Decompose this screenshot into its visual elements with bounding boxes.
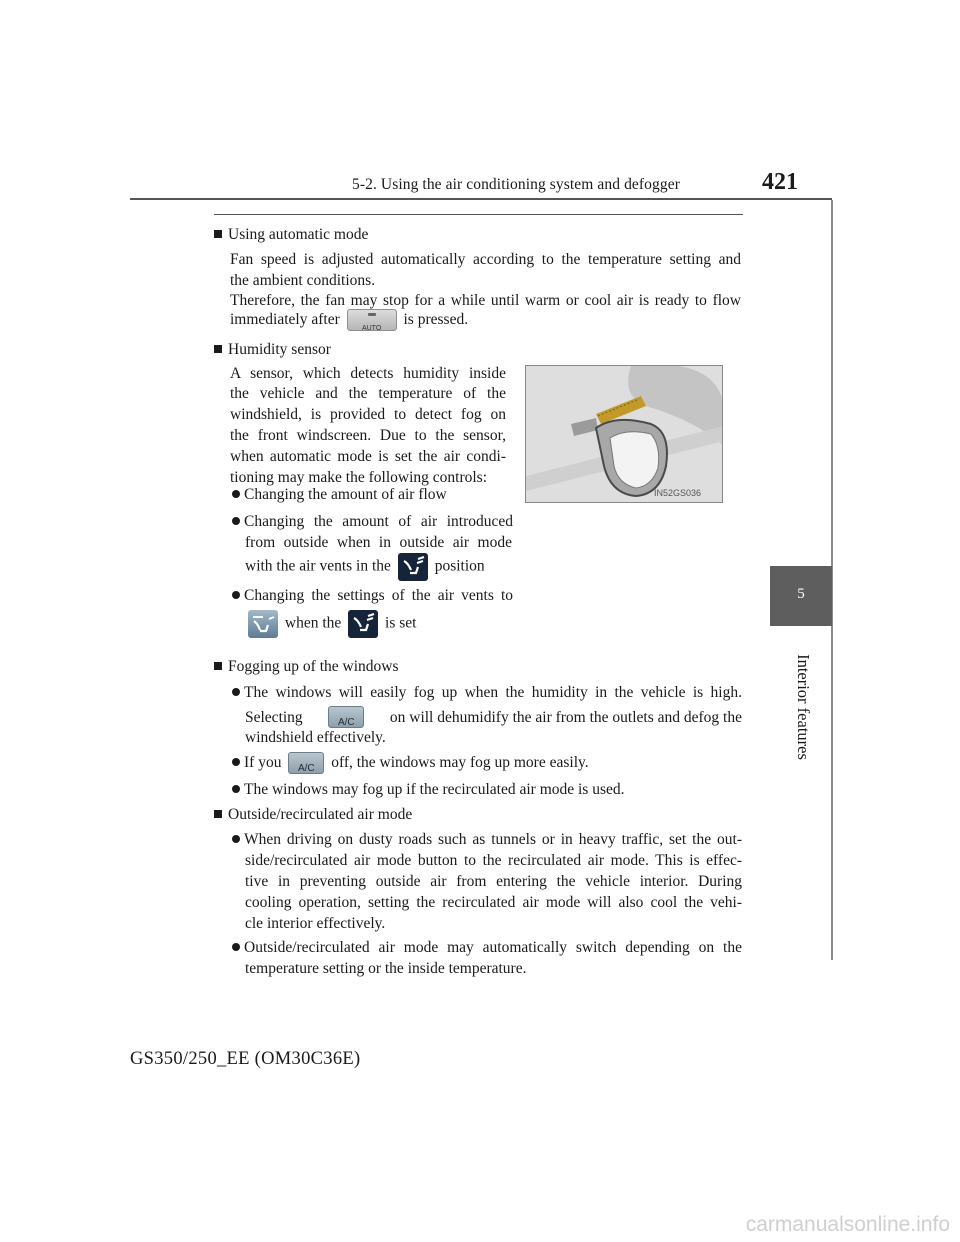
humidity-bullet-1: Changing the amount of air flow	[232, 484, 447, 505]
recirculated-bullet-1-line-5: cle interior effectively.	[245, 915, 386, 932]
humidity-bullet-2-line-2: from outside when in outside air mode	[245, 534, 512, 551]
humidity-sensor-line-2: the vehicle and the temperature of the	[230, 385, 506, 402]
watermark: carmanualsonline.info	[745, 1213, 950, 1236]
recirculated-bullet-1-line-2: side/recirculated air mode button to the recirculated air mode. This is effec-	[245, 852, 742, 869]
humidity-sensor-photo	[525, 365, 723, 503]
section-header-title: 5-2. Using the air conditioning system and defogger	[352, 176, 680, 193]
square-bullet-icon	[214, 662, 222, 670]
humidity-bullet-3: Changing the settings of the air vents to	[232, 585, 513, 606]
round-bullet-icon	[232, 517, 240, 525]
chapter-tab[interactable]: 5	[770, 566, 832, 626]
humidity-sensor-line-5: when automatic mode is set the air condi-	[230, 448, 506, 465]
heading-humidity-sensor: Humidity sensor	[214, 339, 331, 360]
ac-button-icon: A/C	[288, 752, 324, 774]
heading-fogging: Fogging up of the windows	[214, 656, 399, 677]
humidity-sensor-line-4: the front windscreen. Due to the sensor,	[230, 427, 506, 444]
humidity-sensor-line-3: windshield, is provided to detect fog on	[230, 406, 506, 423]
automatic-mode-line-1: Fan speed is adjusted automatically according to the temperature setting and	[230, 251, 741, 268]
recirculated-bullet-2-line-2: temperature setting or the inside temperature.	[245, 960, 527, 977]
round-bullet-icon	[232, 490, 240, 498]
square-bullet-icon	[214, 230, 222, 238]
recirculated-bullet-1-line-4: cooling operation, setting the recirculated air mode will also cool the vehi-	[245, 894, 742, 911]
automatic-mode-line-4: immediately after AUTO is pressed.	[230, 311, 469, 333]
heading-automatic-mode: Using automatic mode	[214, 224, 368, 245]
humidity-sensor-line-6: tioning may make the following controls:	[230, 469, 487, 486]
fogging-bullet-3: The windows may fog up if the recirculated air mode is used.	[232, 779, 625, 800]
humidity-bullet-2-line-3: with the air vents in the position	[245, 553, 485, 581]
fogging-bullet-1-line-2: Selecting A/C on will dehumidify the air from the outlets and defog the	[245, 706, 742, 728]
automatic-mode-line-3: Therefore, the fan may stop for a while until warm or cool air is ready to flow	[230, 292, 741, 309]
photo-code: IN52GS036	[654, 488, 702, 498]
round-bullet-icon	[232, 758, 240, 766]
chapter-label: Interior features	[794, 654, 813, 760]
fogging-bullet-1: The windows will easily fog up when the humidity in the vehicle is high.	[232, 682, 742, 703]
square-bullet-icon	[214, 810, 222, 818]
model-code-footer: GS350/250_EE (OM30C36E)	[130, 1049, 361, 1069]
foot-windshield-vent-icon	[398, 553, 428, 581]
humidity-bullet-3-line-2: when the is set	[245, 610, 416, 638]
fogging-bullet-1-line-3: windshield effectively.	[245, 729, 386, 746]
page-number: 421	[762, 169, 798, 195]
foot-face-vent-icon	[248, 610, 278, 638]
square-bullet-icon	[214, 345, 222, 353]
humidity-bullet-2: Changing the amount of air introduced	[232, 511, 513, 532]
ac-button-icon: A/C	[328, 706, 364, 728]
auto-button-icon: AUTO	[347, 309, 397, 331]
recirculated-bullet-1: When driving on dusty roads such as tunnels or in heavy traffic, set the out-	[232, 829, 742, 850]
automatic-mode-line-2: the ambient conditions.	[230, 272, 376, 289]
header-rule	[130, 198, 832, 200]
round-bullet-icon	[232, 688, 240, 696]
fogging-bullet-2: If you A/C off, the windows may fog up more easily.	[232, 752, 589, 774]
recirculated-bullet-1-line-3: tive in preventing outside air from entering the vehicle interior. During	[245, 873, 742, 890]
round-bullet-icon	[232, 943, 240, 951]
content-top-rule	[214, 214, 743, 215]
round-bullet-icon	[232, 785, 240, 793]
recirculated-bullet-2: Outside/recirculated air mode may automatically switch depending on the	[232, 937, 742, 958]
round-bullet-icon	[232, 835, 240, 843]
humidity-sensor-line-1: A sensor, which detects humidity inside	[230, 365, 506, 382]
heading-recirculated-air: Outside/recirculated air mode	[214, 804, 412, 825]
foot-windshield-vent-icon	[348, 610, 378, 638]
round-bullet-icon	[232, 591, 240, 599]
